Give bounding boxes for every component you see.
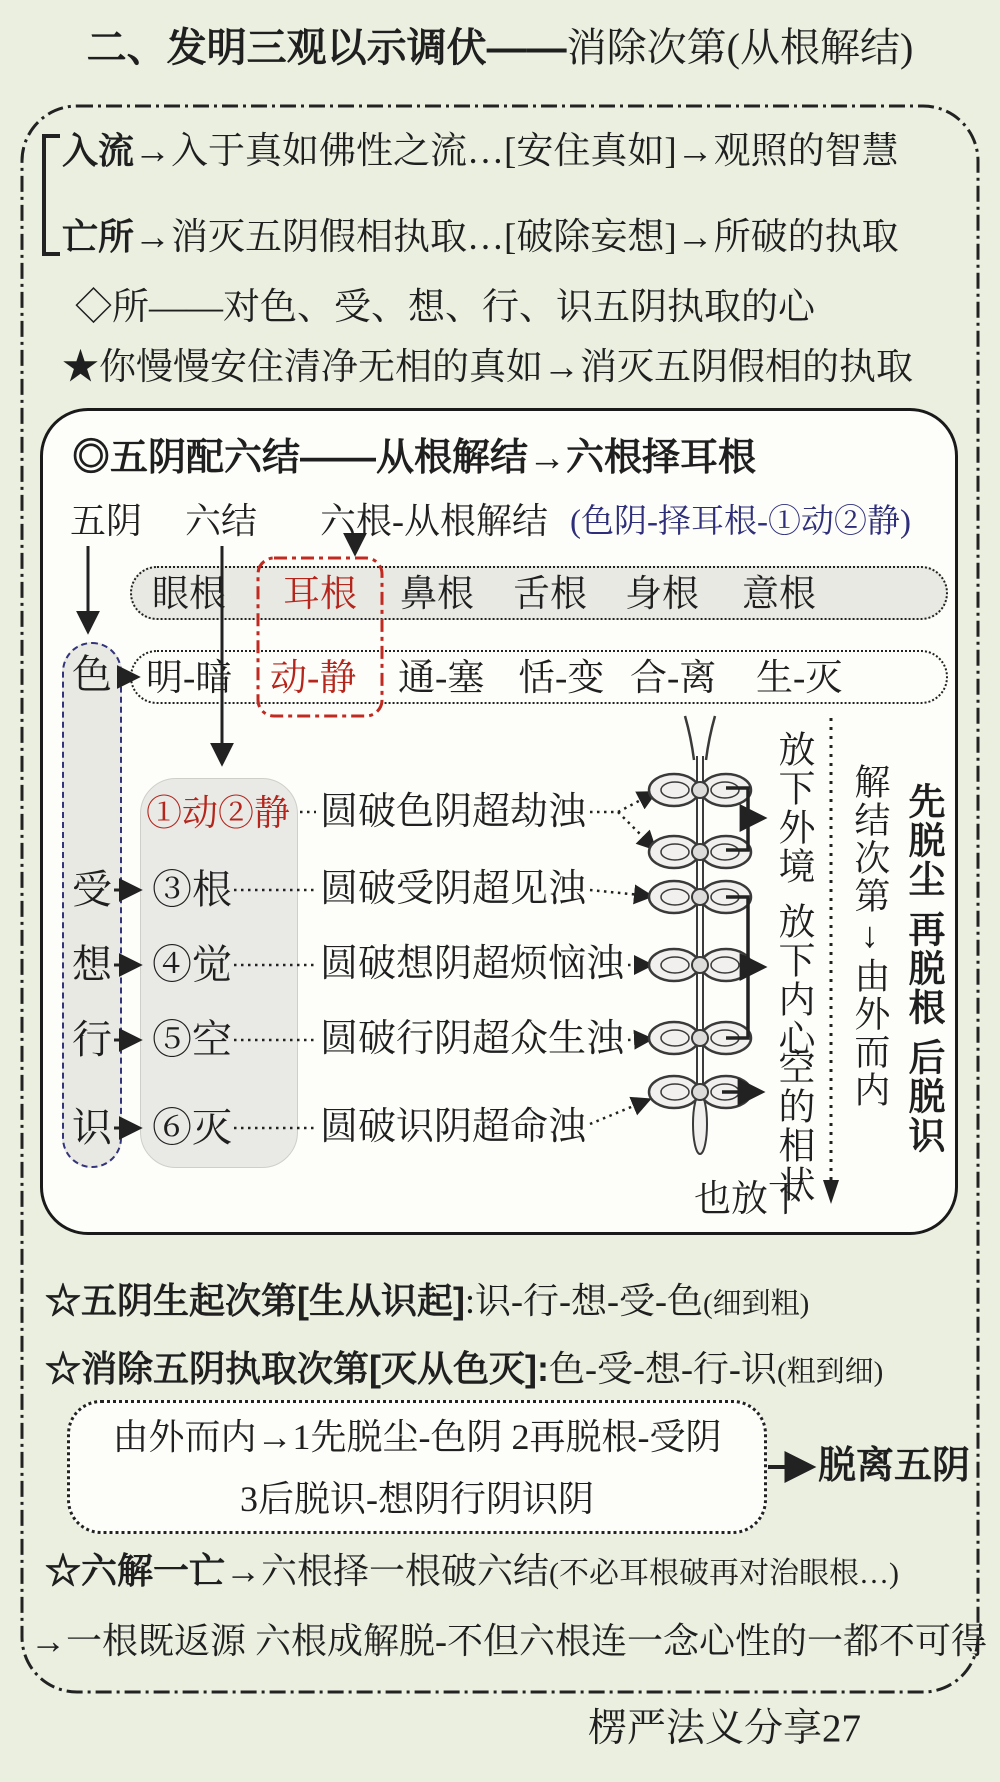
release-empty: 空的相状 bbox=[771, 1048, 813, 1204]
dust-join-part: 合-离 bbox=[630, 658, 717, 699]
note-removal-order: ☆消除五阴执取次第[灭从色灭]:色-受-想-行-识(粗到细) bbox=[45, 1348, 884, 1389]
release-outer: 放下外境 bbox=[771, 730, 813, 886]
dust-calm-change: 恬-变 bbox=[518, 658, 605, 699]
note-six-untie-one: ☆六解一亡→六根择一根破六结(不必耳根破再对治眼根…) bbox=[45, 1550, 900, 1591]
knot-item-3: ③根 bbox=[152, 867, 232, 912]
result-3: 圆破想阴超烦恼浊 bbox=[320, 943, 625, 985]
knot-item-1: ①动②静 bbox=[146, 793, 291, 833]
root-eye: 眼根 bbox=[152, 574, 226, 615]
dust-bright-dark: 明-暗 bbox=[146, 658, 233, 699]
release-also: 也放下 bbox=[694, 1179, 805, 1220]
sequence-first: 先脱尘 bbox=[902, 782, 944, 899]
order-box-line-1: 由外而内→1先脱尘-色阴 2再脱根-受阴 bbox=[112, 1417, 722, 1457]
sequence-second: 再脱根 bbox=[902, 910, 944, 1027]
root-nose: 鼻根 bbox=[400, 574, 474, 615]
intro-line-1: 入流→入于真如佛性之流…[安住真如]→观照的智慧 bbox=[62, 130, 899, 172]
column-label-note: (色阴-择耳根-①动②静) bbox=[570, 504, 911, 540]
note-one-root-return: →一根既返源 六根成解脱-不但六根连一念心性的一都不可得 bbox=[30, 1621, 987, 1661]
page-title-sub: 消除次第(从根解结) bbox=[566, 25, 914, 70]
untying-order-column: 解结次第↓由外而内 bbox=[849, 763, 890, 1109]
aggregate-consciousness: 识 bbox=[72, 1105, 112, 1150]
aggregate-perception: 想 bbox=[72, 942, 112, 987]
sequence-third: 后脱识 bbox=[902, 1038, 944, 1155]
page-title bbox=[0, 26, 1000, 70]
aggregate-form: 色 bbox=[72, 652, 112, 697]
root-body: 身根 bbox=[625, 574, 699, 615]
dust-birth-death: 生-灭 bbox=[756, 658, 843, 699]
root-mind: 意根 bbox=[742, 574, 816, 615]
root-tongue: 舌根 bbox=[513, 574, 587, 615]
knot-item-5: ⑤空 bbox=[152, 1017, 232, 1062]
intro-line-4: ★你慢慢安住清净无相的真如→消灭五阴假相的执取 bbox=[62, 347, 913, 388]
intro-line-2: 亡所→消灭五阴假相执取…[破除妄想]→所破的执取 bbox=[62, 216, 899, 258]
release-inner: 放下内心 bbox=[771, 902, 813, 1058]
result-5: 圆破识阴超命浊 bbox=[320, 1106, 587, 1148]
page-title-main: 二、发明三观以示调伏—— bbox=[86, 26, 567, 70]
knot-item-4: ④觉 bbox=[152, 942, 232, 987]
result-4: 圆破行阴超众生浊 bbox=[320, 1018, 625, 1060]
knot-item-6: ⑥灭 bbox=[152, 1105, 232, 1150]
column-label-liugen: 六根-从根解结 bbox=[320, 501, 548, 541]
dust-move-still: 动-静 bbox=[270, 658, 357, 699]
intro-brace bbox=[44, 136, 60, 254]
column-label-liujie: 六结 bbox=[185, 501, 258, 541]
diagram-header: ◎五阴配六结——从根解结→六根择耳根 bbox=[72, 437, 757, 479]
footer-credit: 楞严法义分享27 bbox=[588, 1707, 862, 1750]
dust-open-block: 通-塞 bbox=[398, 658, 485, 699]
result-1: 圆破色阴超劫浊 bbox=[320, 791, 587, 833]
result-2: 圆破受阴超见浊 bbox=[320, 868, 587, 910]
note-arising-order: ☆五阴生起次第[生从识起]:识-行-想-受-色(细到粗) bbox=[45, 1280, 810, 1321]
order-box-line-2: 3后脱识-想阴行阴识阴 bbox=[240, 1479, 594, 1519]
escape-label: 脱离五阴 bbox=[818, 1445, 971, 1487]
root-ear: 耳根 bbox=[283, 574, 357, 615]
intro-line-3: ◇所——对色、受、想、行、识五阴执取的心 bbox=[75, 287, 815, 328]
column-label-wuyin: 五阴 bbox=[70, 501, 143, 541]
aggregate-formation: 行 bbox=[72, 1017, 112, 1062]
aggregate-feeling: 受 bbox=[72, 867, 112, 912]
